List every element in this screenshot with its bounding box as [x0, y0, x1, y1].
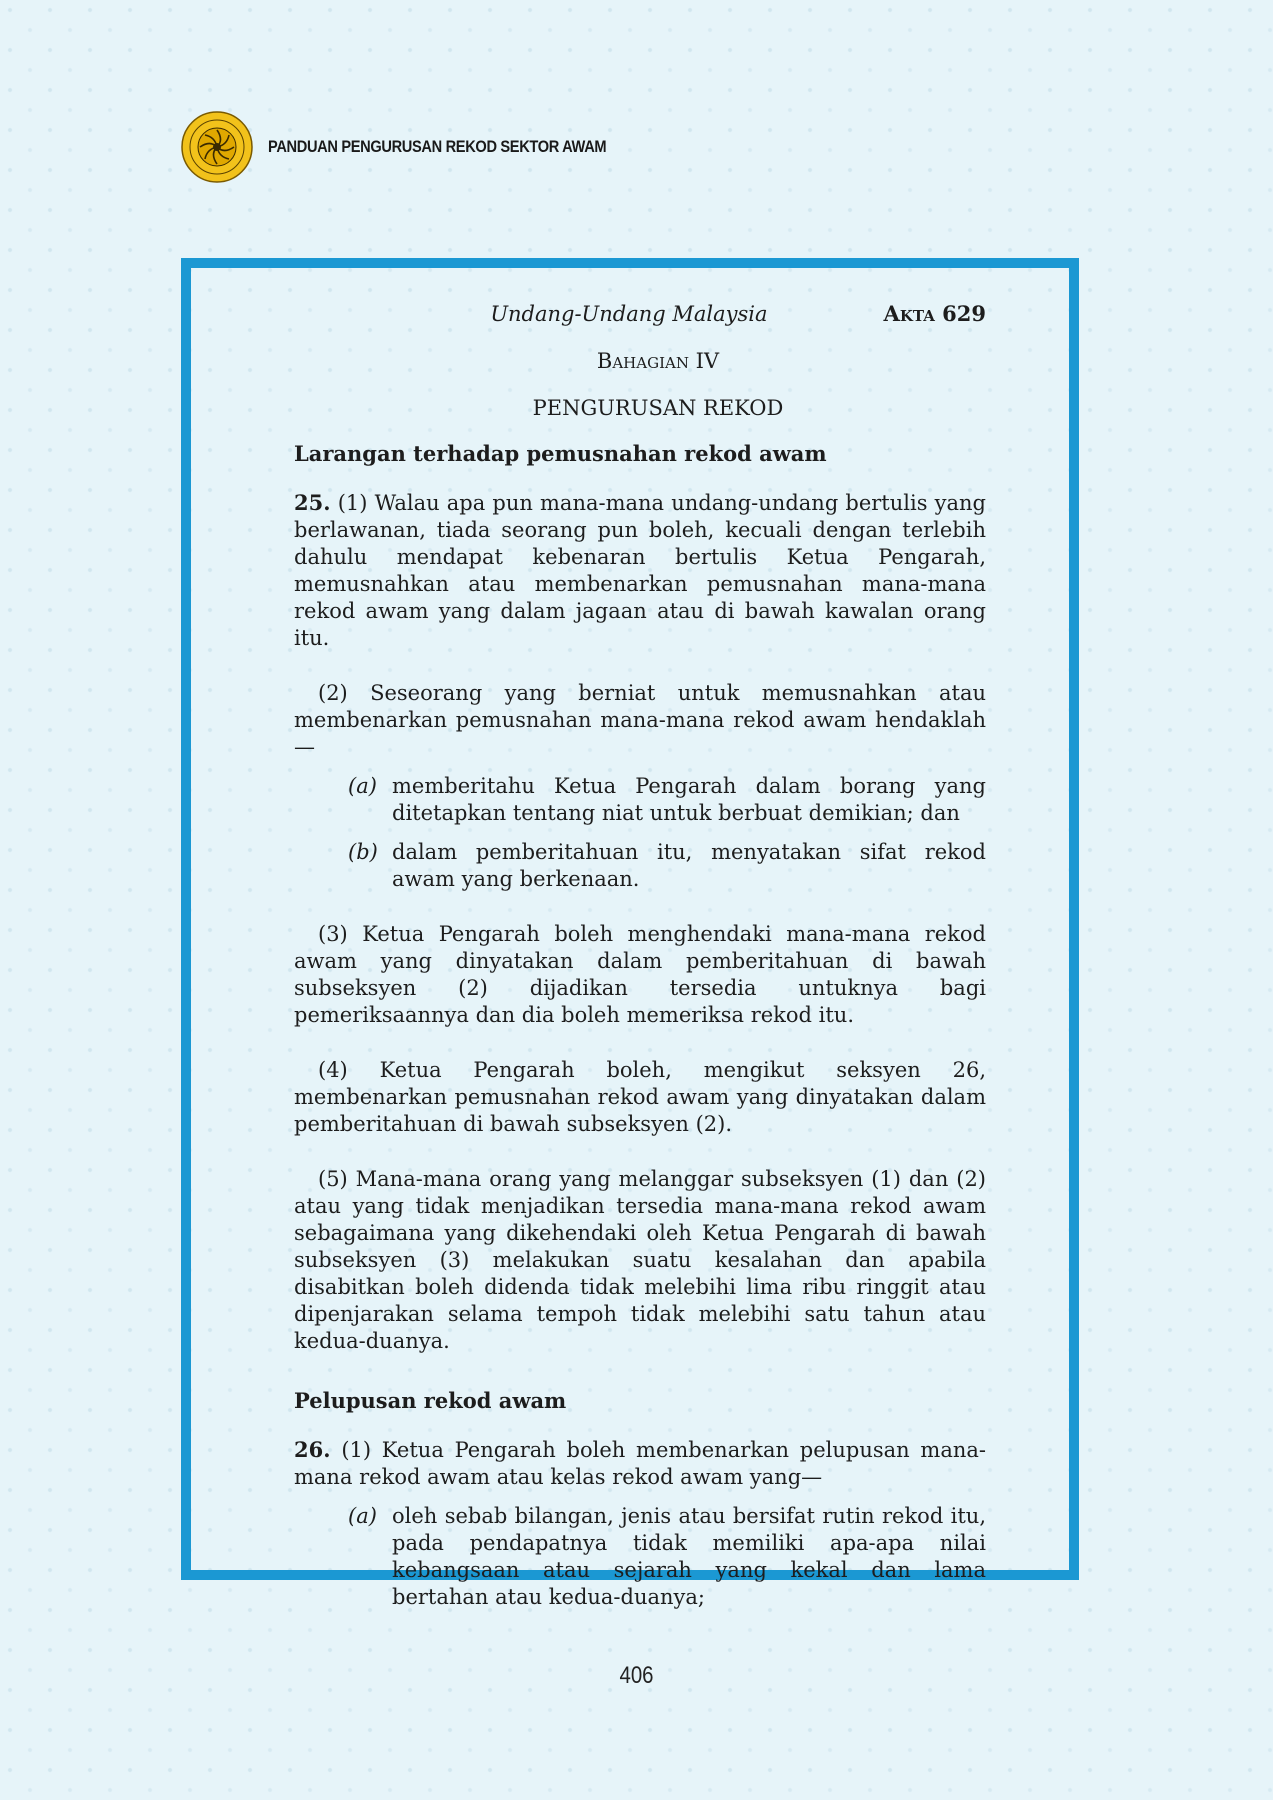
- running-header: [294, 300, 986, 334]
- document-body: [294, 300, 986, 1611]
- section-26-subsection-1: [294, 1436, 986, 1491]
- page-number: 406: [619, 1662, 654, 1689]
- item-text: memberitahu Ketua Pengarah dalam borang yang ditetapkan tentang niat untuk berbuat demikian; dan: [392, 774, 986, 825]
- section-25-heading: Larangan terhadap pemusnahan rekod awam: [294, 441, 827, 466]
- header-title: PANDUAN PENGURUSAN REKOD SEKTOR AWAM: [268, 137, 607, 156]
- section-25-subsection-4: (4) Ketua Pengarah boleh, mengikut seksyen 26, membenarkan pemusnahan rekod awam yang dinyatakan dalam pemberitahuan di bawah subseksyen (2).: [294, 1058, 986, 1136]
- section-number: 25.: [294, 490, 331, 515]
- part-label: Bahagian IV: [596, 349, 720, 373]
- section-25-subsection-5: (5) Mana-mana orang yang melanggar subseksyen (1) dan (2) atau yang tidak menjadikan tersedia mana-mana rekod awam sebagaimana yang dikehendaki oleh Ketua Pengarah di bawah subseksyen (3) melakukan suatu kesalahan dan apabila disabitkan boleh didenda tidak melebihi lima ribu ringgit atau dipenjarakan selama tempoh tidak melebihi satu tahun atau kedua-duanya.: [294, 1167, 986, 1353]
- section-25-subsection-2: (2) Seseorang yang berniat untuk memusnahkan atau membenarkan pemusnahan mana-mana rekod awam hendaklah—: [294, 681, 986, 759]
- arkib-negara-seal-icon: [180, 110, 254, 184]
- section-26-heading: Pelupusan rekod awam: [294, 1388, 567, 1413]
- item-label: (b): [348, 840, 378, 864]
- list-item: [348, 1503, 986, 1611]
- list-item: [348, 839, 986, 893]
- item-label: (a): [348, 1504, 377, 1528]
- page-header: [180, 110, 661, 184]
- section-25-subsection-1: [294, 489, 986, 652]
- part-title: PENGURUSAN REKOD: [532, 396, 784, 420]
- act-number: Akta 629: [883, 301, 986, 326]
- item-label: (a): [348, 774, 377, 798]
- running-title: Undang-Undang Malaysia: [490, 302, 768, 326]
- list-item: [348, 773, 986, 827]
- section-number: 26.: [294, 1437, 331, 1462]
- item-text: oleh sebab bilangan, jenis atau bersifat rutin rekod itu, pada pendapatnya tidak memiliki apa-apa nilai kebangsaan atau sejarah yang kekal dan lama bertahan atau kedua-duanya;: [392, 1504, 986, 1609]
- section-text: (1) Walau apa pun mana-mana undang-undang bertulis yang berlawanan, tiada seorang pun boleh, kecuali dengan terlebih dahulu mendapat kebenaran bertulis Ketua Pengarah, memusnahkan atau membenarkan pemusnahan mana-mana rekod awam yang dalam jagaan atau di bawah kawalan orang itu.: [294, 491, 986, 650]
- item-text: dalam pemberitahuan itu, menyatakan sifat rekod awam yang berkenaan.: [392, 840, 986, 891]
- section-text: (1) Ketua Pengarah boleh membenarkan pelupusan mana-mana rekod awam atau kelas rekod awam yang—: [294, 1438, 986, 1489]
- section-25-subsection-3: (3) Ketua Pengarah boleh menghendaki mana-mana rekod awam yang dinyatakan dalam pemberitahuan di bawah subseksyen (2) dijadikan tersedia untuknya bagi pemeriksaannya dan dia boleh memeriksa rekod itu.: [294, 922, 986, 1027]
